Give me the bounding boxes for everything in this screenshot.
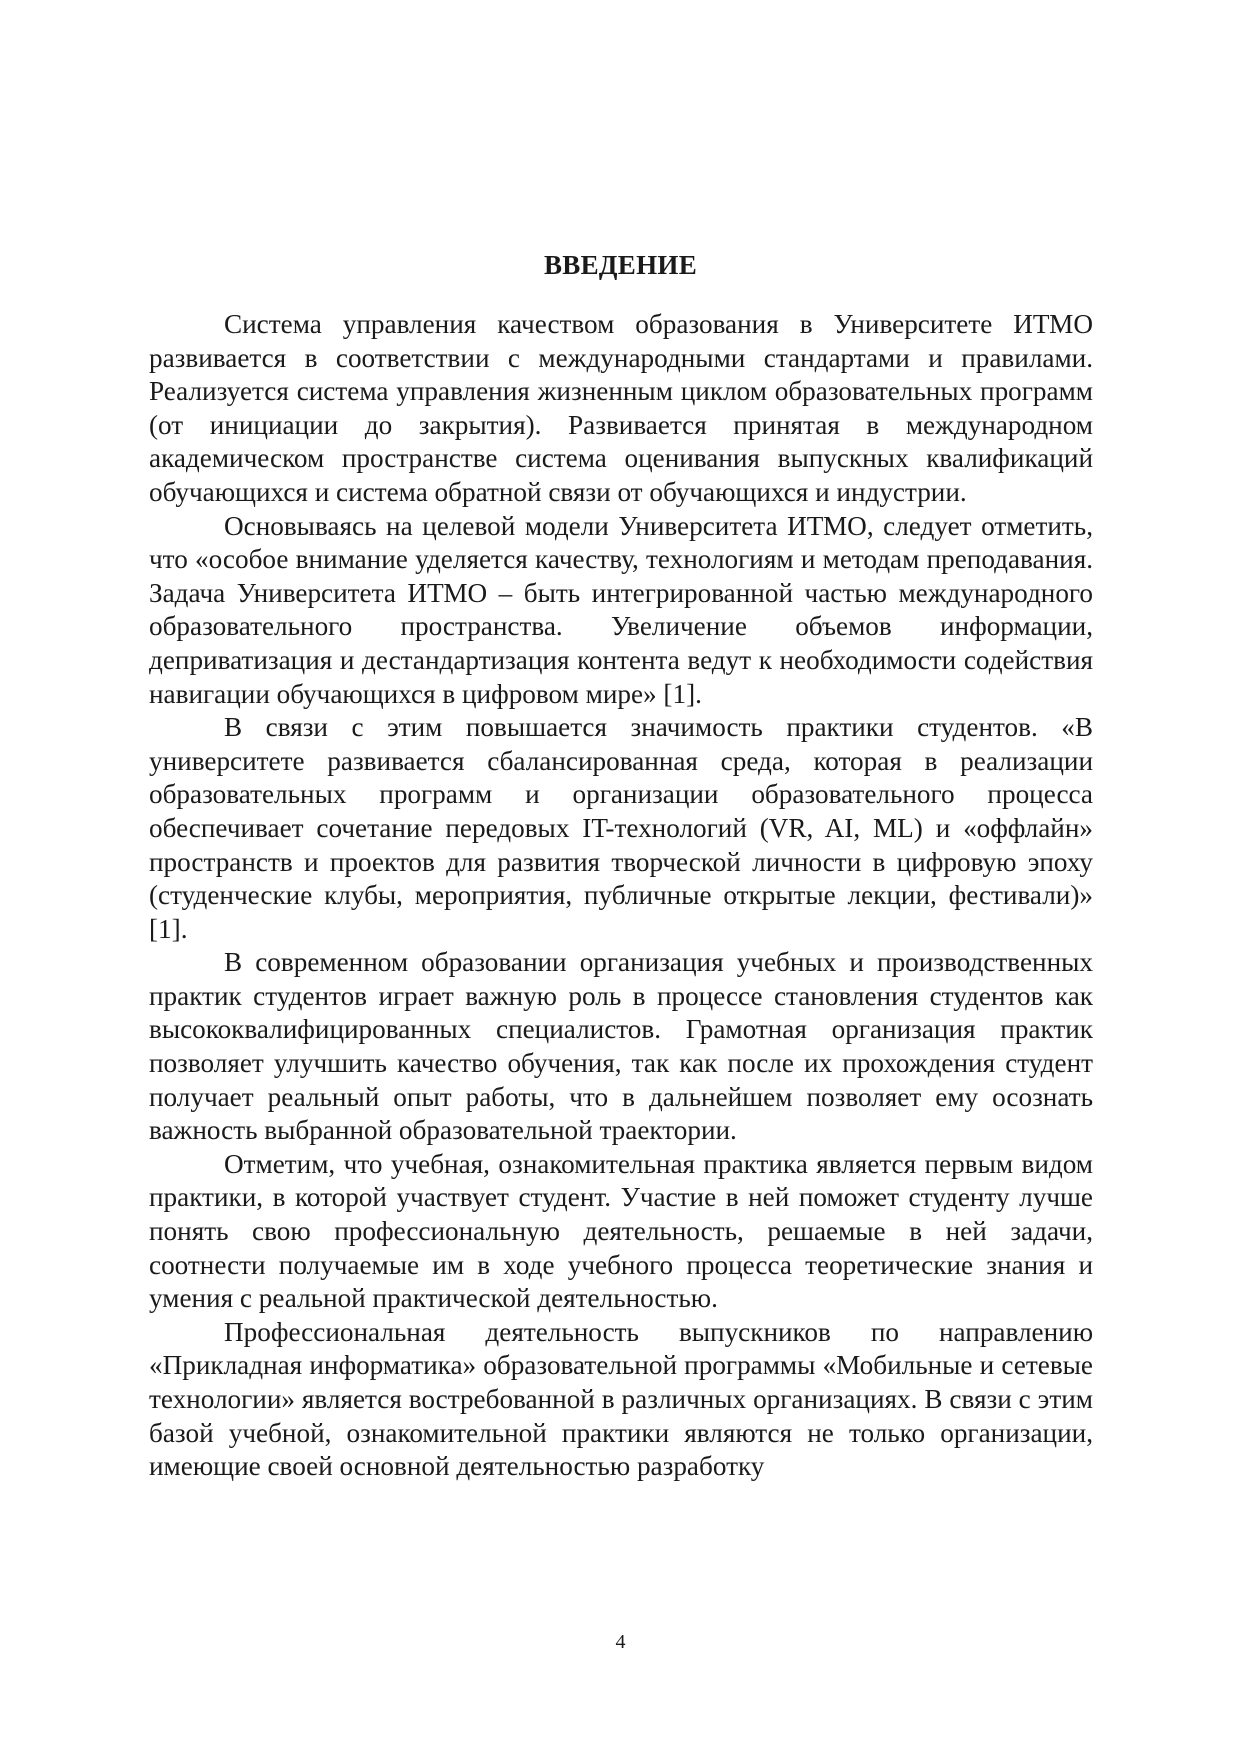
paragraph-2: Основываясь на целевой модели Университета ИТМО, следует отметить, что «особое внимание уделяется качеству, технологиям и методам преподавания. Задача Университета ИТМО – быть интегрированной частью международного образовательного пространства. Увеличение объемов информации, деприватизация и дестандартизация контента ведут к необходимости содействия навигации обучающихся в цифровом мире» [1]. xyxy=(149,510,1093,709)
section-heading: ВВЕДЕНИЕ xyxy=(543,250,698,280)
paragraph-5: Отметим, что учебная, ознакомительная практика является первым видом практики, в которой участвует студент. Участие в ней поможет студенту лучше понять свою профессиональную деятельность, решаемые в ней задачи, соотнести получаемые им в ходе учебного процесса теоретические знания и умения с реальной практической деятельностью. xyxy=(149,1148,1093,1314)
paragraph-6: Профессиональная деятельность выпускников по направлению «Прикладная информатика» образовательной программы «Мобильные и сетевые технологии» является востребованной в различных организациях. В связи с этим базой учебной, ознакомительной практики являются не только организации, имеющие своей основной деятельностью разработку xyxy=(149,1316,1093,1482)
page-number: 4 xyxy=(615,1631,626,1653)
paragraph-4: В современном образовании организация учебных и производственных практик студентов играет важную роль в процессе становления студентов как высококвалифицированных специалистов. Грамотная организация практик позволяет улучшить качество обучения, так как после их прохождения студент получает реальный опыт работы, что в дальнейшем позволяет ему осознать важность выбранной образовательной траектории. xyxy=(149,947,1093,1146)
paragraph-1: Система управления качеством образования в Университете ИТМО развивается в соответствии с международными стандартами и правилами. Реализуется система управления жизненным циклом образовательных программ (от инициации до закрытия). Развивается принятая в международном академическом пространстве система оценивания выпускных квалификаций обучающихся и система обратной связи от обучающихся и индустрии. xyxy=(149,309,1093,507)
paragraph-3: В связи с этим повышается значимость практики студентов. «В университете развивается сбалансированная среда, которая в реализации образовательных программ и организации образовательного процесса обеспечивает сочетание передовых IT-технологий (VR, AI, ML) и «оффлайн» пространств и проектов для развития творческой личности в цифровую эпоху (студенческие клубы, мероприятия, публичные открытые лекции, фестивали)» [1]. xyxy=(149,712,1093,944)
body-text xyxy=(149,308,1093,1484)
